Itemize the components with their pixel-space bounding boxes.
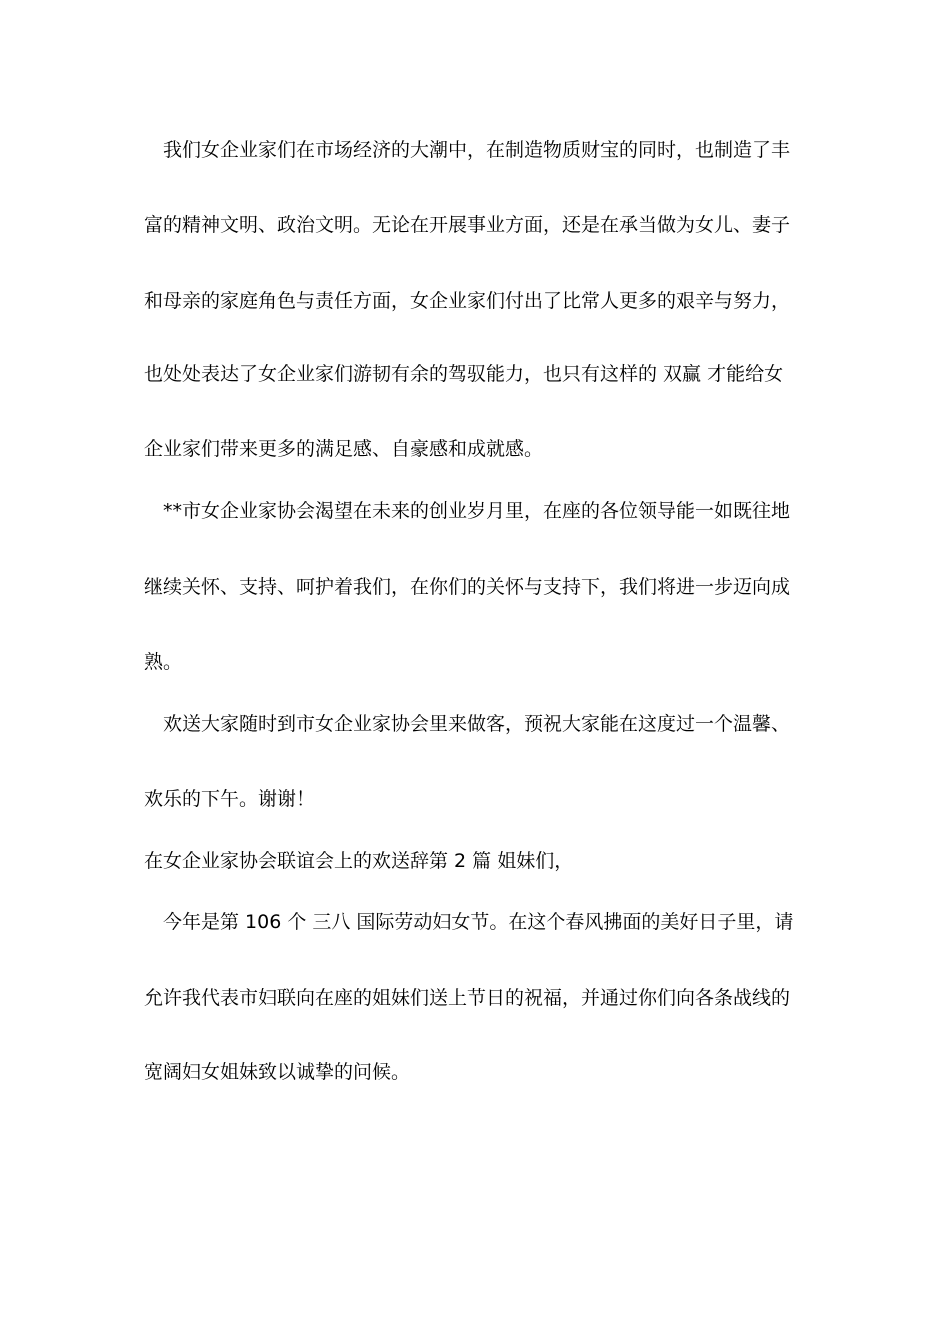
paragraph-line: 富的精神文明、政治文明。无论在开展事业方面，还是在承当做为女儿、妻子 <box>144 214 791 236</box>
paragraph-line: 今年是第 106 个 三八 国际劳动妇女节。在这个春风拂面的美好日子里，请 <box>163 911 794 933</box>
section-heading-line: 在女企业家协会联谊会上的欢送辞第 2 篇 姐妹们， <box>144 850 574 872</box>
paragraph-line: **市女企业家协会渴望在未来的创业岁月里，在座的各位领导能一如既往地 <box>163 500 791 522</box>
paragraph-line: 继续关怀、支持、呵护着我们，在你们的关怀与支持下，我们将进一步迈向成 <box>144 576 791 598</box>
paragraph-line: 欢送大家随时到市女企业家协会里来做客，预祝大家能在这度过一个温馨、 <box>163 713 791 735</box>
paragraph-line: 宽阔妇女姐妹致以诚挚的问候。 <box>144 1061 411 1083</box>
paragraph-line: 熟。 <box>144 651 183 673</box>
paragraph-line: 和母亲的家庭角色与责任方面，女企业家们付出了比常人更多的艰辛与努力， <box>144 290 791 312</box>
paragraph-line: 也处处表达了女企业家们游韧有余的驾驭能力，也只有这样的 双赢 才能给女 <box>144 363 784 385</box>
paragraph-line: 我们女企业家们在市场经济的大潮中，在制造物质财宝的同时，也制造了丰 <box>163 139 791 161</box>
paragraph-line: 欢乐的下午。谢谢！ <box>144 788 316 810</box>
paragraph-line: 企业家们带来更多的满足感、自豪感和成就感。 <box>144 438 544 460</box>
paragraph-line: 允许我代表市妇联向在座的姐妹们送上节日的祝福，并通过你们向各条战线的 <box>144 987 791 1009</box>
